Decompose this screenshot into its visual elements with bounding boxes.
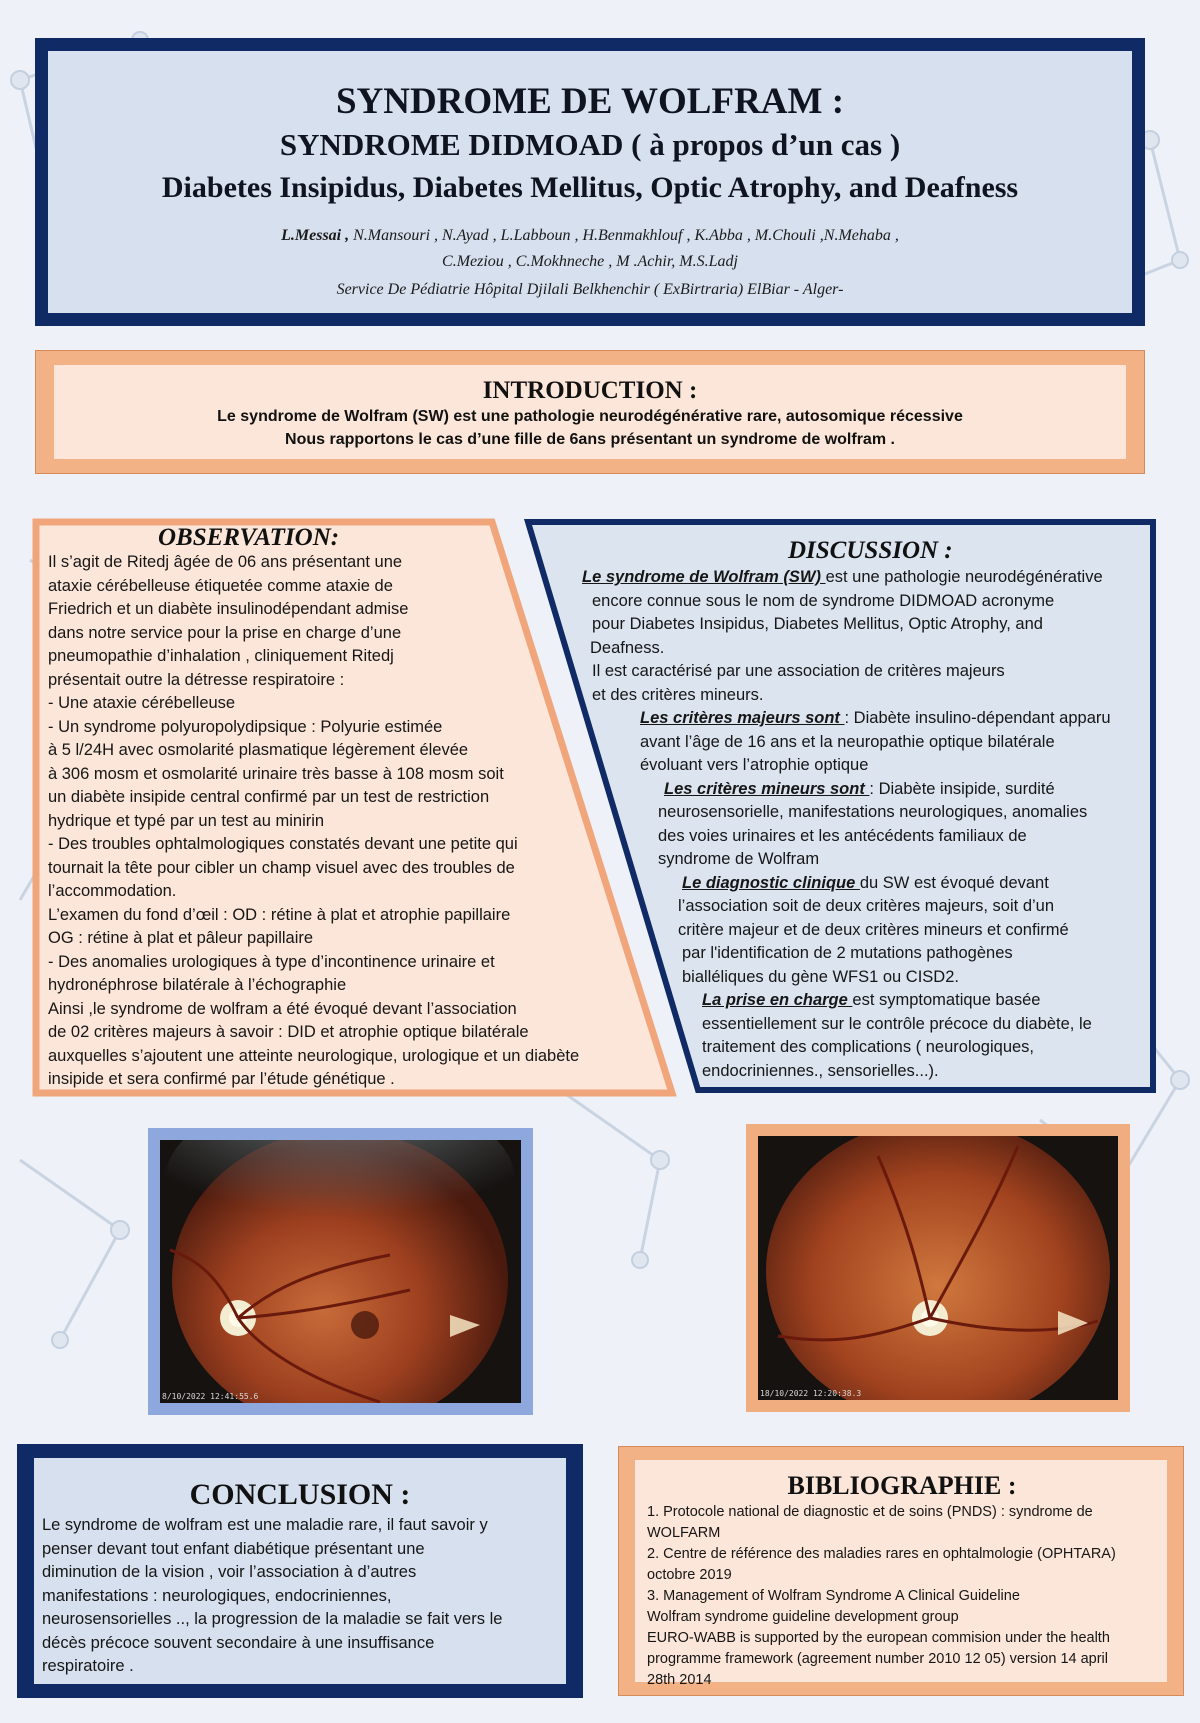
discussion-line: Le syndrome de Wolfram (SW) est une pathologie neurodégénérative (582, 568, 1103, 586)
bibliography-line: EURO-WABB is supported by the european commision under the health (647, 1630, 1110, 1646)
discussion-line: encore connue sous le nom de syndrome DIDMOAD acronyme (592, 591, 1055, 610)
poster-subtitle-expansion: Diabetes Insipidus, Diabetes Mellitus, Optic Atrophy, and Deafness (161, 171, 1019, 204)
observation-line: - Des anomalies urologiques à type d’incontinence urinaire et (48, 952, 495, 971)
discussion-line: Il est caractérisé par une association de critères majeurs (592, 662, 1005, 680)
affiliation: Service De Pédiatrie Hôpital Djilali Belkhenchir ( ExBirtraria) ElBiar - Alger- (336, 281, 844, 298)
introduction-title: INTRODUCTION : (482, 377, 698, 404)
conclusion-line: diminution de la vision , voir l’association à d’autres (42, 1563, 417, 1581)
bibliography-line: octobre 2019 (647, 1567, 732, 1583)
observation-line: Ainsi ,le syndrome de wolfram a été évoqué devant l’association (48, 999, 517, 1018)
observation-line: OG : rétine à plat et pâleur papillaire (48, 929, 314, 947)
discussion-line: traitement des complications ( neurologiques, (702, 1038, 1035, 1056)
observation-line: - Une ataxie cérébelleuse (48, 694, 236, 712)
lead-author: L.Messai , (281, 227, 350, 244)
observation-line: à 306 mosm et osmolarité urinaire très basse à 108 mosm soit (48, 764, 504, 783)
discussion-line: évoluant vers l’atrophie optique (640, 756, 869, 774)
conclusion-line: neurosensorielles .., la progression de la maladie se fait vers le (42, 1610, 503, 1628)
co-authors: N.Mansouri , N.Ayad , L.Labboun , H.Benmakhlouf , K.Abba , M.Chouli ,N.Mehaba , (349, 227, 899, 244)
discussion-line: par l'identification de 2 mutations pathogènes (682, 944, 1013, 962)
bibliography-line: 1. Protocole national de diagnostic et de soins (PNDS) : syndrome de (647, 1504, 1093, 1520)
observation-line: à 5 l/24H avec osmolarité plasmatique légèrement élevée (48, 741, 469, 759)
syndrome-term: Le syndrome de Wolfram (SW) (582, 568, 826, 586)
conclusion-line: décès précoce souvent secondaire à une insuffisance (42, 1633, 435, 1652)
discussion-line: La prise en charge est symptomatique basée (702, 991, 1041, 1009)
minor-criteria-term: Les critères mineurs sont (664, 779, 870, 798)
observation-line: présentait outre la détresse respiratoire : (48, 670, 345, 689)
observation-line: hydrique et typé par un test au minirin (48, 811, 325, 830)
conclusion-line: Le syndrome de wolfram est une maladie rare, il faut savoir y (42, 1516, 488, 1534)
discussion-line: Les critères mineurs sont : Diabète insipide, surdité (664, 779, 1055, 798)
fundus-image-right (758, 1136, 1118, 1400)
bibliography-line: programme framework (agreement number 2010 12 05) version 14 april (647, 1651, 1108, 1667)
discussion-line: endocriniennes., sensorielles...). (702, 1061, 939, 1080)
major-criteria-term: Les critères majeurs sont (640, 709, 845, 727)
discussion-title: DISCUSSION : (788, 537, 953, 564)
observation-line: hydronéphrose bilatérale à l’échographie (48, 976, 347, 994)
clinical-diagnosis-term: Le diagnostic clinique (682, 873, 860, 892)
bibliography-panel (635, 1460, 1167, 1688)
bibliography-line: WOLFARM (647, 1525, 721, 1541)
fundus-photo-left (160, 1140, 521, 1403)
bibliography-line: 28th 2014 (647, 1672, 712, 1688)
fundus-image-left (160, 1140, 521, 1403)
discussion-line: Les critères majeurs sont : Diabète insulino-dépendant apparu (640, 709, 1111, 727)
discussion-line: et des critères mineurs. (592, 685, 764, 704)
observation-text (48, 551, 648, 1092)
observation-title: OBSERVATION: (158, 524, 340, 551)
observation-line: - Des troubles ophtalmologiques constatés devant une petite qui (48, 835, 518, 853)
discussion-line: neurosensorielle, manifestations neurologiques, anomalies (658, 803, 1088, 821)
observation-line: L’examen du fond d’œil : OD : rétine à plat et atrophie papillaire (48, 905, 511, 924)
fundus-photo-left-frame (148, 1128, 533, 1415)
observation-line: tournait la tête pour cibler un champ visuel avec des troubles de (48, 858, 515, 877)
bibliography-line: 3. Management of Wolfram Syndrome A Clinical Guideline (647, 1588, 1020, 1604)
conclusion-panel (34, 1458, 566, 1684)
fundus-photo-right-frame (746, 1124, 1130, 1412)
conclusion-line: manifestations : neurologiques, endocriniennes, (42, 1586, 392, 1605)
discussion-line: pour Diabetes Insipidus, Diabetes Mellitus, Optic Atrophy, and (592, 615, 1043, 633)
observation-line: insipide et sera confirmé par l’étude génétique . (48, 1070, 395, 1088)
photo-timestamp-left: 8/10/2022 12:41:55.6 (162, 1392, 259, 1401)
observation-line: Il s’agit de Ritedj âgée de 06 ans présentant une (48, 553, 403, 571)
bibliography-line: Wolfram syndrome guideline development group (647, 1609, 959, 1625)
observation-line: auxquelles s’ajoutent une atteinte neurologique, urologique et un diabète (48, 1046, 580, 1065)
observation-line: dans notre service pour la prise en charge d’une (48, 623, 402, 642)
conclusion-line: penser devant tout enfant diabétique présentant une (42, 1539, 425, 1558)
bibliography-line: 2. Centre de référence des maladies rares en ophtalmologie (OPHTARA) (647, 1546, 1116, 1562)
bibliography-title: BIBLIOGRAPHIE : (787, 1471, 1017, 1500)
observation-line: pneumopathie d’inhalation , cliniquement Ritedj (48, 647, 394, 665)
discussion-line: bialléliques du gène WFS1 ou CISD2. (682, 967, 959, 986)
discussion-text (580, 566, 1150, 1083)
introduction-line-1: Le syndrome de Wolfram (SW) est une pathologie neurodégénérative rare, autosomique récessive (217, 408, 963, 425)
discussion-line: Deafness. (590, 638, 665, 657)
conclusion-frame (17, 1444, 583, 1698)
discussion-line: avant l’âge de 16 ans et la neuropathie optique bilatérale (640, 732, 1055, 751)
observation-line: - Un syndrome polyuropolydipsique : Polyurie estimée (48, 717, 443, 736)
discussion-line: syndrome de Wolfram (658, 850, 820, 868)
bibliography-frame (618, 1446, 1184, 1696)
discussion-line: Le diagnostic clinique du SW est évoqué devant (682, 873, 1049, 892)
poster-title: SYNDROME DE WOLFRAM : (335, 81, 845, 122)
discussion-line: l’association soit de deux critères majeurs, soit d’un (678, 897, 1055, 915)
observation-line: de 02 critères majeurs à savoir : DID et atrophie optique bilatérale (48, 1023, 529, 1041)
discussion-line: essentiellement sur le contrôle précoce du diabète, le (702, 1014, 1092, 1033)
poster-subtitle: SYNDROME DIDMOAD ( à propos d’un cas ) (279, 127, 901, 162)
introduction-line-2: Nous rapportons le cas d’une fille de 6ans présentant un syndrome de wolfram . (285, 431, 895, 448)
conclusion-text (42, 1514, 558, 1679)
observation-line: ataxie cérébelleuse étiquetée comme ataxie de (48, 576, 393, 595)
fundus-photo-right (758, 1136, 1118, 1400)
observation-line: l’accommodation. (48, 882, 177, 900)
observation-line: Friedrich et un diabète insulinodépendant admise (48, 600, 409, 618)
conclusion-line: respiratoire . (42, 1657, 134, 1675)
discussion-line: critère majeur et de deux critères mineurs et confirmé (678, 920, 1069, 939)
discussion-line: des voies urinaires et les antécédents familiaux de (658, 826, 1027, 845)
conclusion-title: CONCLUSION : (189, 1478, 411, 1511)
photo-timestamp-right: 18/10/2022 12:20:38.3 (760, 1389, 862, 1398)
bibliography-text (647, 1502, 1157, 1691)
authors-line-2: C.Meziou , C.Mokhneche , M .Achir, M.S.Ladj (442, 253, 738, 270)
observation-line: un diabète insipide central confirmé par un test de restriction (48, 788, 490, 806)
management-term: La prise en charge (702, 991, 853, 1009)
